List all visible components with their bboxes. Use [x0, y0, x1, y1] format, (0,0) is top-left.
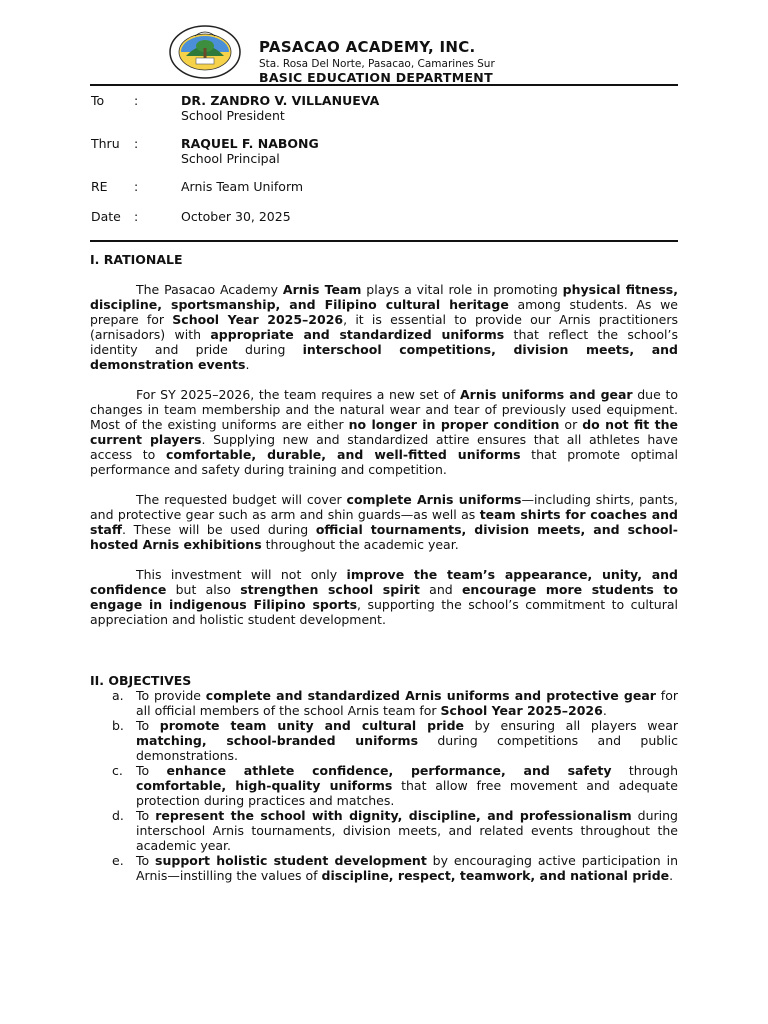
header-divider	[90, 84, 678, 86]
emphasis-text: enhance athlete confidence, performance, and safety	[166, 763, 612, 778]
emphasis-text: team shirts for coaches and staff	[90, 507, 679, 537]
emphasis-text: strengthen school spirit	[240, 582, 420, 597]
objective-item: e. To support holistic student development by encouraging active participation in Arnis—instilling the values of discipline, respect, teamwork, and national pride.	[112, 853, 679, 883]
rationale-paragraph: The Pasacao Academy Arnis Team plays a vital role in promoting physical fitness, discipline, sportsmanship, and Filipino cultural heritage among students. As we prepare for School Year 2025–2026, it is essential to provide our Arnis practitioners (arnisadors) with appropriate and standardized uniforms that reflect the school’s identity and pride during interschool competitions, division meets, and demonstration events.	[90, 282, 678, 372]
objectives-list	[112, 688, 678, 883]
emphasis-text: no longer in proper condition	[348, 417, 560, 432]
emphasis-text: School Year 2025–2026	[440, 703, 603, 718]
school-address: Sta. Rosa Del Norte, Pasacao, Camarines Sur	[259, 58, 495, 70]
objective-item: d. To represent the school with dignity, discipline, and professionalism during interschool Arnis tournaments, division meets, and related events throughout the academic year.	[112, 808, 678, 853]
thru-title: School Principal	[181, 151, 280, 166]
rationale-paragraph: This investment will not only improve the team’s appearance, unity, and confidence but also strengthen school spirit and encourage more students to engage in indigenous Filipino sports, supporting the school’s commitment to cultural appreciation and holistic student development.	[90, 567, 678, 627]
emphasis-text: School Year 2025–2026	[172, 312, 344, 327]
memo-date-label: Date	[91, 209, 121, 224]
memo-to-label: To	[91, 93, 105, 108]
objective-item: c. To enhance athlete confidence, performance, and safety through comfortable, high-quality uniforms that allow free movement and adequate protection during practices and matches.	[112, 763, 679, 808]
emphasis-text: appropriate and standardized uniforms	[210, 327, 505, 342]
emphasis-text: promote team unity and cultural pride	[159, 718, 465, 733]
emphasis-text: interschool competitions, division meets, and demonstration events	[90, 342, 678, 372]
emphasis-text: encourage more students to engage in indigenous Filipino sports	[90, 582, 678, 612]
department-name: BASIC EDUCATION DEPARTMENT	[259, 70, 493, 85]
school-seal-logo	[168, 24, 242, 80]
emphasis-text: support holistic student development	[155, 853, 427, 868]
objective-item: a. To provide complete and standardized Arnis uniforms and protective gear for all official members of the school Arnis team for School Year 2025–2026.	[112, 688, 678, 718]
objective-item: b. To promote team unity and cultural pride by ensuring all players wear matching, school-branded uniforms during competitions and public demonstrations.	[112, 718, 678, 763]
rationale-paragraph: The requested budget will cover complete Arnis uniforms—including shirts, pants, and protective gear such as arm and shin guards—as well as team shirts for coaches and staff. These will be used during official tournaments, division meets, and school-hosted Arnis exhibitions throughout the academic year.	[90, 492, 679, 552]
rationale-paragraph: For SY 2025–2026, the team requires a new set of Arnis uniforms and gear due to changes in team membership and the natural wear and tear of previously used equipment. Most of the existing uniforms are either no longer in proper condition or do not fit the current players. Supplying new and standardized attire ensures that all athletes have access to comfortable, durable, and well-fitted uniforms that promote optimal performance and safety during training and competition.	[90, 387, 679, 477]
emphasis-text: physical fitness, discipline, sportsmanship, and Filipino cultural heritage	[90, 282, 678, 312]
memo-date-value: October 30, 2025	[181, 209, 291, 224]
emphasis-text: represent the school with dignity, discipline, and professionalism	[155, 808, 632, 823]
rationale-body	[90, 282, 678, 627]
emphasis-text: official tournaments, division meets, and school-hosted Arnis exhibitions	[90, 522, 678, 552]
rationale-heading: I. RATIONALE	[90, 252, 183, 267]
emphasis-text: complete Arnis uniforms	[346, 492, 522, 507]
recipient-name: DR. ZANDRO V. VILLANUEVA	[181, 93, 380, 108]
recipient-title: School President	[181, 108, 285, 123]
emphasis-text: Arnis Team	[282, 282, 362, 297]
memo-divider	[90, 240, 678, 242]
objectives-heading: II. OBJECTIVES	[90, 673, 192, 688]
emphasis-text: Arnis uniforms and gear	[460, 387, 633, 402]
school-name: PASACAO ACADEMY, INC.	[259, 38, 476, 56]
emphasis-text: do not fit the current players	[90, 417, 679, 447]
letterhead	[168, 24, 678, 84]
emphasis-text: matching, school-branded uniforms	[136, 733, 419, 748]
emphasis-text: complete and standardized Arnis uniforms and protective gear	[205, 688, 656, 703]
emphasis-text: comfortable, high-quality uniforms	[136, 778, 393, 793]
thru-name: RAQUEL F. NABONG	[181, 136, 319, 151]
emphasis-text: improve the team’s appearance, unity, and confidence	[90, 567, 678, 597]
memo-subject: Arnis Team Uniform	[181, 179, 304, 194]
memo-re-label: RE	[91, 179, 108, 194]
emphasis-text: discipline, respect, teamwork, and national pride	[321, 868, 670, 883]
emphasis-text: comfortable, durable, and well-fitted uniforms	[165, 447, 521, 462]
memo-thru-label: Thru	[91, 136, 120, 151]
